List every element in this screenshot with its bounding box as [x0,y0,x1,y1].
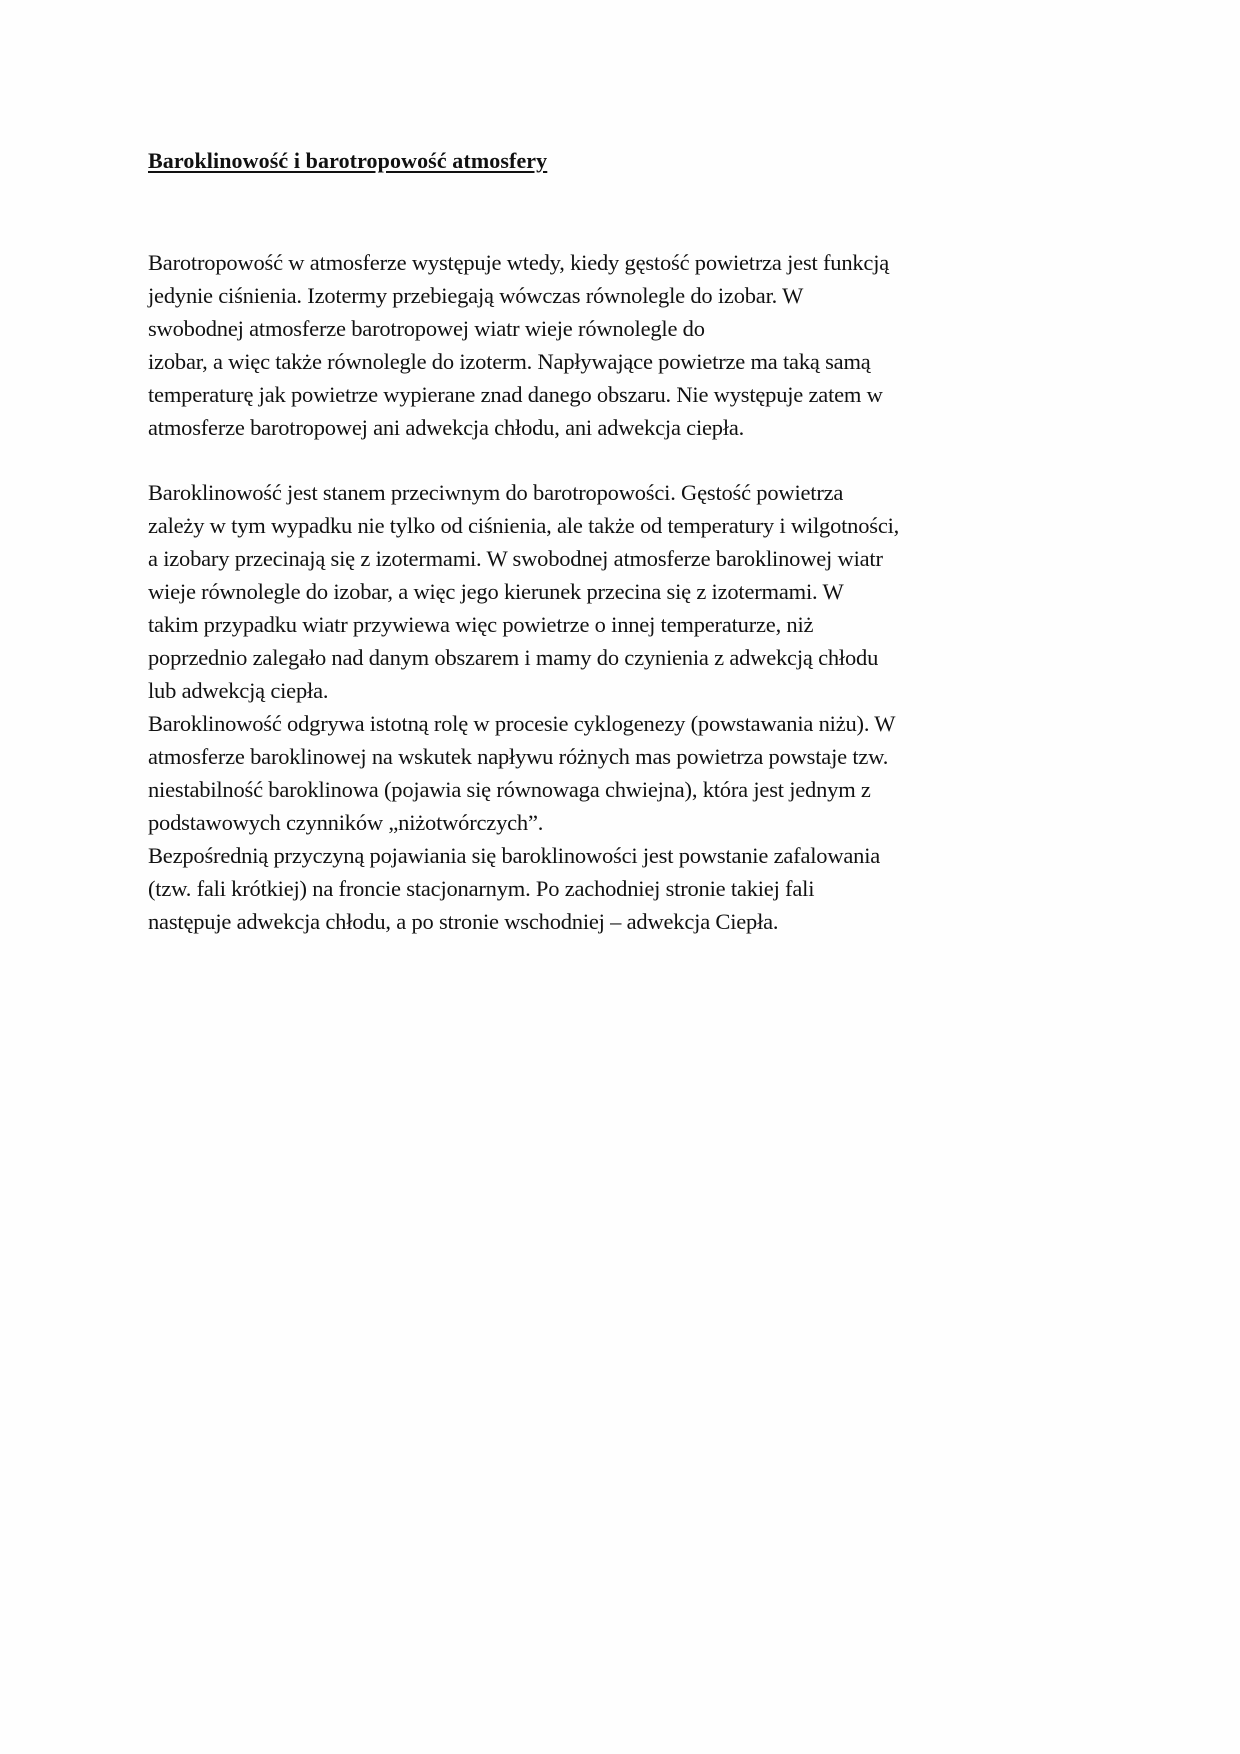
text-line: a izobary przecinają się z izotermami. W swobodnej atmosferze baroklinowej wiatr [148,546,883,571]
text-line: Bezpośrednią przyczyną pojawiania się baroklinowości jest powstanie zafalowania [148,843,881,868]
text-line: lub adwekcją ciepła. [148,678,329,703]
text-line: Barotropowość w atmosferze występuje wtedy, kiedy gęstość powietrza jest funkcją [148,250,890,275]
text-line: poprzednio zalegało nad danym obszarem i mamy do czynienia z adwekcją chłodu [148,645,879,670]
text-line: swobodnej atmosferze barotropowej wiatr wieje równolegle do [148,316,705,341]
text-line: zależy w tym wypadku nie tylko od ciśnienia, ale także od temperatury i wilgotności, [148,513,900,538]
text-line: wieje równolegle do izobar, a więc jego kierunek przecina się z izotermami. W [148,579,844,604]
text-line: jedynie ciśnienia. Izotermy przebiegają wówczas równolegle do izobar. W [148,283,804,308]
text-line: temperaturę jak powietrze wypierane znad danego obszaru. Nie występuje zatem w [148,382,883,407]
text-line: Baroklinowość jest stanem przeciwnym do barotropowości. Gęstość powietrza [148,480,844,505]
text-line: atmosferze barotropowej ani adwekcja chłodu, ani adwekcja ciepła. [148,415,745,440]
document-title: Baroklinowość i barotropowość atmosfery [148,148,548,173]
paragraph-baroclinity [148,476,1008,938]
text-line: Baroklinowość odgrywa istotną rolę w procesie cyklogenezy (powstawania niżu). W [148,711,896,736]
paragraph-barotropy [148,246,1008,444]
text-line: izobar, a więc także równolegle do izoterm. Napływające powietrze ma taką samą [148,349,871,374]
text-line: (tzw. fali krótkiej) na froncie stacjonarnym. Po zachodniej stronie takiej fali [148,876,815,901]
text-line: podstawowych czynników „niżotwórczych”. [148,810,544,835]
text-line: atmosferze baroklinowej na wskutek napływu różnych mas powietrza powstaje tzw. [148,744,889,769]
text-line: następuje adwekcja chłodu, a po stronie wschodniej – adwekcja Ciepła. [148,909,779,934]
text-line: niestabilność baroklinowa (pojawia się równowaga chwiejna), która jest jednym z [148,777,871,802]
text-line: takim przypadku wiatr przywiewa więc powietrze o innej temperaturze, niż [148,612,814,637]
